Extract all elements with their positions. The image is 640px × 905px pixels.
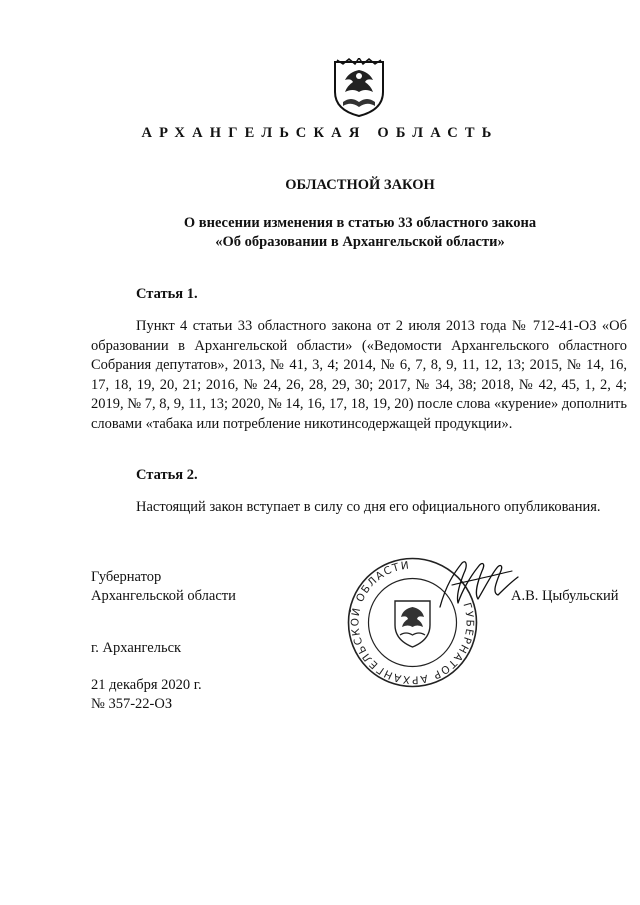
article-1-heading: Статья 1. [136,286,198,302]
coat-of-arms-emblem [331,58,387,118]
region-heading: АРХАНГЕЛЬСКАЯ ОБЛАСТЬ [141,125,499,141]
signing-date: 21 декабря 2020 г. [91,677,202,693]
signatory-position-line-1: Губернатор [91,569,162,585]
seal-text: ГУБЕРНАТОР АРХАНГЕЛЬСКОЙ ОБЛАСТИ [349,559,476,686]
law-title-line-2: «Об образовании в Архангельской области» [215,234,505,250]
law-title-line-1: О внесении изменения в статью 33 областного закона [183,215,537,231]
article-1-text: Пункт 4 статьи 33 областного закона от 2 июля 2013 года № 712-41-ОЗ «Об образовании в Архангельской области» («Ведомости Архангельского областного Собрания депутатов», 2013, № 41, 3, 4; 2014, № 6, 7, 8, 9, 11, 12, 13; 2015, № 14, 16, 17, 18, 19, 20, 21; 2016, № 24, 26, 28, 29, 30; 2017, № 34, 38; 2018, № 42, 45, 1, 2, 4; 2019, № 7, 8, 9, 11, 13; 2020, № 14, 16, 17, 18, 19, 20) после слова «курение» дополнить словами «табака или потребление никотинсодержащей продукции». [91,318,627,432]
signatory-position-line-2: Архангельской области [91,588,236,604]
article-2-heading: Статья 2. [136,467,198,483]
handwritten-signature [432,555,527,615]
article-2-text: Настоящий закон вступает в силу со дня его официального опубликования. [136,499,601,515]
law-number: № 357-22-ОЗ [91,696,173,712]
place-of-signing: г. Архангельск [91,640,182,656]
signatory-name: А.В. Цыбульский [511,588,619,604]
document-type: ОБЛАСТНОЙ ЗАКОН [285,177,435,193]
